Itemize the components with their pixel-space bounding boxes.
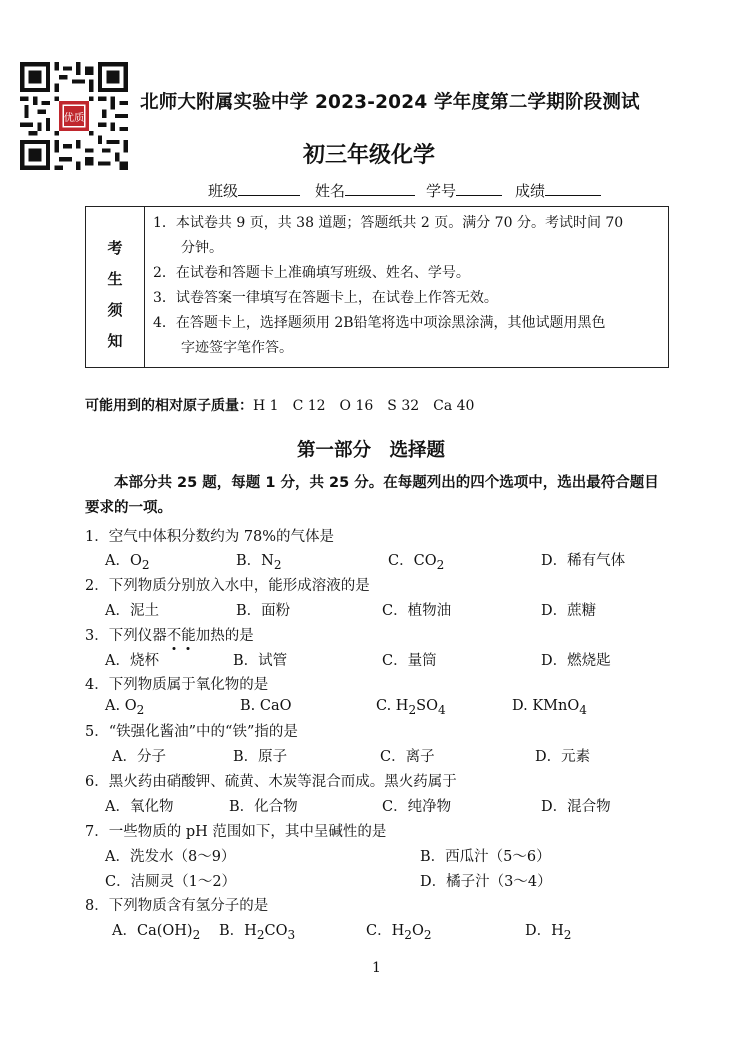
field-label: 姓名 xyxy=(315,182,346,200)
option-a[interactable]: A．泥土 xyxy=(105,603,159,619)
notice-body xyxy=(145,207,669,368)
option-c[interactable]: C．离子 xyxy=(380,749,435,765)
option-d[interactable]: D．燃烧匙 xyxy=(541,653,611,669)
option-a[interactable]: A．洗发水（8～9） xyxy=(105,849,236,865)
question-stem: 7．一些物质的 pH 范围如下，其中呈碱性的是 xyxy=(85,824,387,840)
option-b[interactable]: B．西瓜汁（5～6） xyxy=(420,849,551,865)
option-a[interactable]: A．$Ca(OH)_2$ xyxy=(112,923,201,942)
option-d[interactable]: D. KMnO$_4$ xyxy=(512,698,587,717)
question-stem: 5．“铁强化酱油”中的“铁”指的是 xyxy=(85,724,298,740)
option-a[interactable]: A. $O_2$ xyxy=(105,698,145,717)
field-label: 班级 xyxy=(208,182,239,200)
option-c[interactable]: C．$CO_2$ xyxy=(388,553,445,572)
option-b[interactable]: B．$N_2$ xyxy=(236,553,282,572)
notice-item: 1．本试卷共 9 页，共 38 道题；答题纸共 2 页。满分 70 分。考试时间 70 分钟。 xyxy=(153,215,624,256)
option-b[interactable]: B．原子 xyxy=(233,749,288,765)
exam-title: 北师大附属实验中学 2023-2024 学年度第二学期阶段测试 xyxy=(140,92,640,113)
option-d[interactable]: D．元素 xyxy=(535,749,591,765)
question-stem: 8．下列物质含有氢分子的是 xyxy=(85,898,269,914)
option-b[interactable]: B．化合物 xyxy=(229,799,298,815)
qr-code xyxy=(20,62,128,170)
notice-item: 2．在试卷和答题卡上准确填写班级、姓名、学号。 xyxy=(153,265,470,281)
option-c[interactable]: C．植物油 xyxy=(382,603,452,619)
exam-subtitle: 初三年级化学 xyxy=(303,143,436,168)
question-stem: 2．下列物质分别放入水中，能形成溶液的是 xyxy=(85,578,370,594)
option-c[interactable]: C．量筒 xyxy=(382,653,437,669)
option-c[interactable]: C. $H_2SO_4$ xyxy=(376,698,446,717)
option-b[interactable]: B．面粉 xyxy=(236,603,291,619)
question-stem: 4．下列物质属于氧化物的是 xyxy=(85,677,269,693)
section-title: 第一部分 选择题 xyxy=(297,440,446,461)
option-d[interactable]: D．橘子汁（3～4） xyxy=(420,874,552,890)
field-student-id[interactable] xyxy=(426,180,502,201)
option-a[interactable]: A．$O_2$ xyxy=(105,553,150,572)
option-b[interactable]: B．$H_2CO_3$ xyxy=(219,923,296,942)
option-c[interactable]: C．纯净物 xyxy=(382,799,452,815)
option-a[interactable]: A．烧杯 xyxy=(105,653,159,669)
section-intro: 本部分共 25 题，每题 1 分，共 25 分。在每题列出的四个选项中，选出最符合题目 要求的一项。 xyxy=(85,475,659,516)
atomic-masses: 可能用到的相对原子质量：H 1 C 12 O 16 S 32 Ca 40 xyxy=(85,398,475,414)
exam-notice-box xyxy=(85,206,669,368)
question-stem: 1．空气中体积分数约为 78%的气体是 xyxy=(85,529,335,545)
option-c[interactable]: C．洁厕灵（1～2） xyxy=(105,874,237,890)
question-stem: 3．下列仪器不能加热的是 xyxy=(85,628,254,644)
option-a[interactable]: A．分子 xyxy=(112,749,166,765)
option-b[interactable]: B．试管 xyxy=(233,653,288,669)
question-stem: 6．黑火药由硝酸钾、硫黄、木炭等混合而成。黑火药属于 xyxy=(85,774,457,790)
page-number: 1 xyxy=(372,960,381,976)
notice-item: 3．试卷答案一律填写在答题卡上，在试卷上作答无效。 xyxy=(153,290,498,306)
option-d[interactable]: D．蔗糖 xyxy=(541,603,597,619)
notice-label: 考 生 须 知 xyxy=(86,207,145,368)
option-c[interactable]: C．$H_2O_2$ xyxy=(366,923,432,942)
option-d[interactable]: D．$H_2$ xyxy=(525,923,572,942)
option-d[interactable]: D．稀有气体 xyxy=(541,553,626,569)
field-class[interactable] xyxy=(208,180,300,201)
notice-item: 4．在答题卡上，选择题须用 2B铅笔将选中项涂黑涂满，其他试题用黑色 字迹签字笔作答。 xyxy=(153,315,606,356)
field-label: 成绩 xyxy=(515,182,546,200)
option-d[interactable]: D．混合物 xyxy=(541,799,611,815)
field-name[interactable] xyxy=(315,180,415,201)
option-b[interactable]: B. CaO xyxy=(240,698,292,714)
field-label: 学号 xyxy=(426,182,457,200)
option-a[interactable]: A．氧化物 xyxy=(105,799,174,815)
qr-badge-text: 优质 xyxy=(63,111,85,124)
field-score[interactable] xyxy=(515,180,601,201)
